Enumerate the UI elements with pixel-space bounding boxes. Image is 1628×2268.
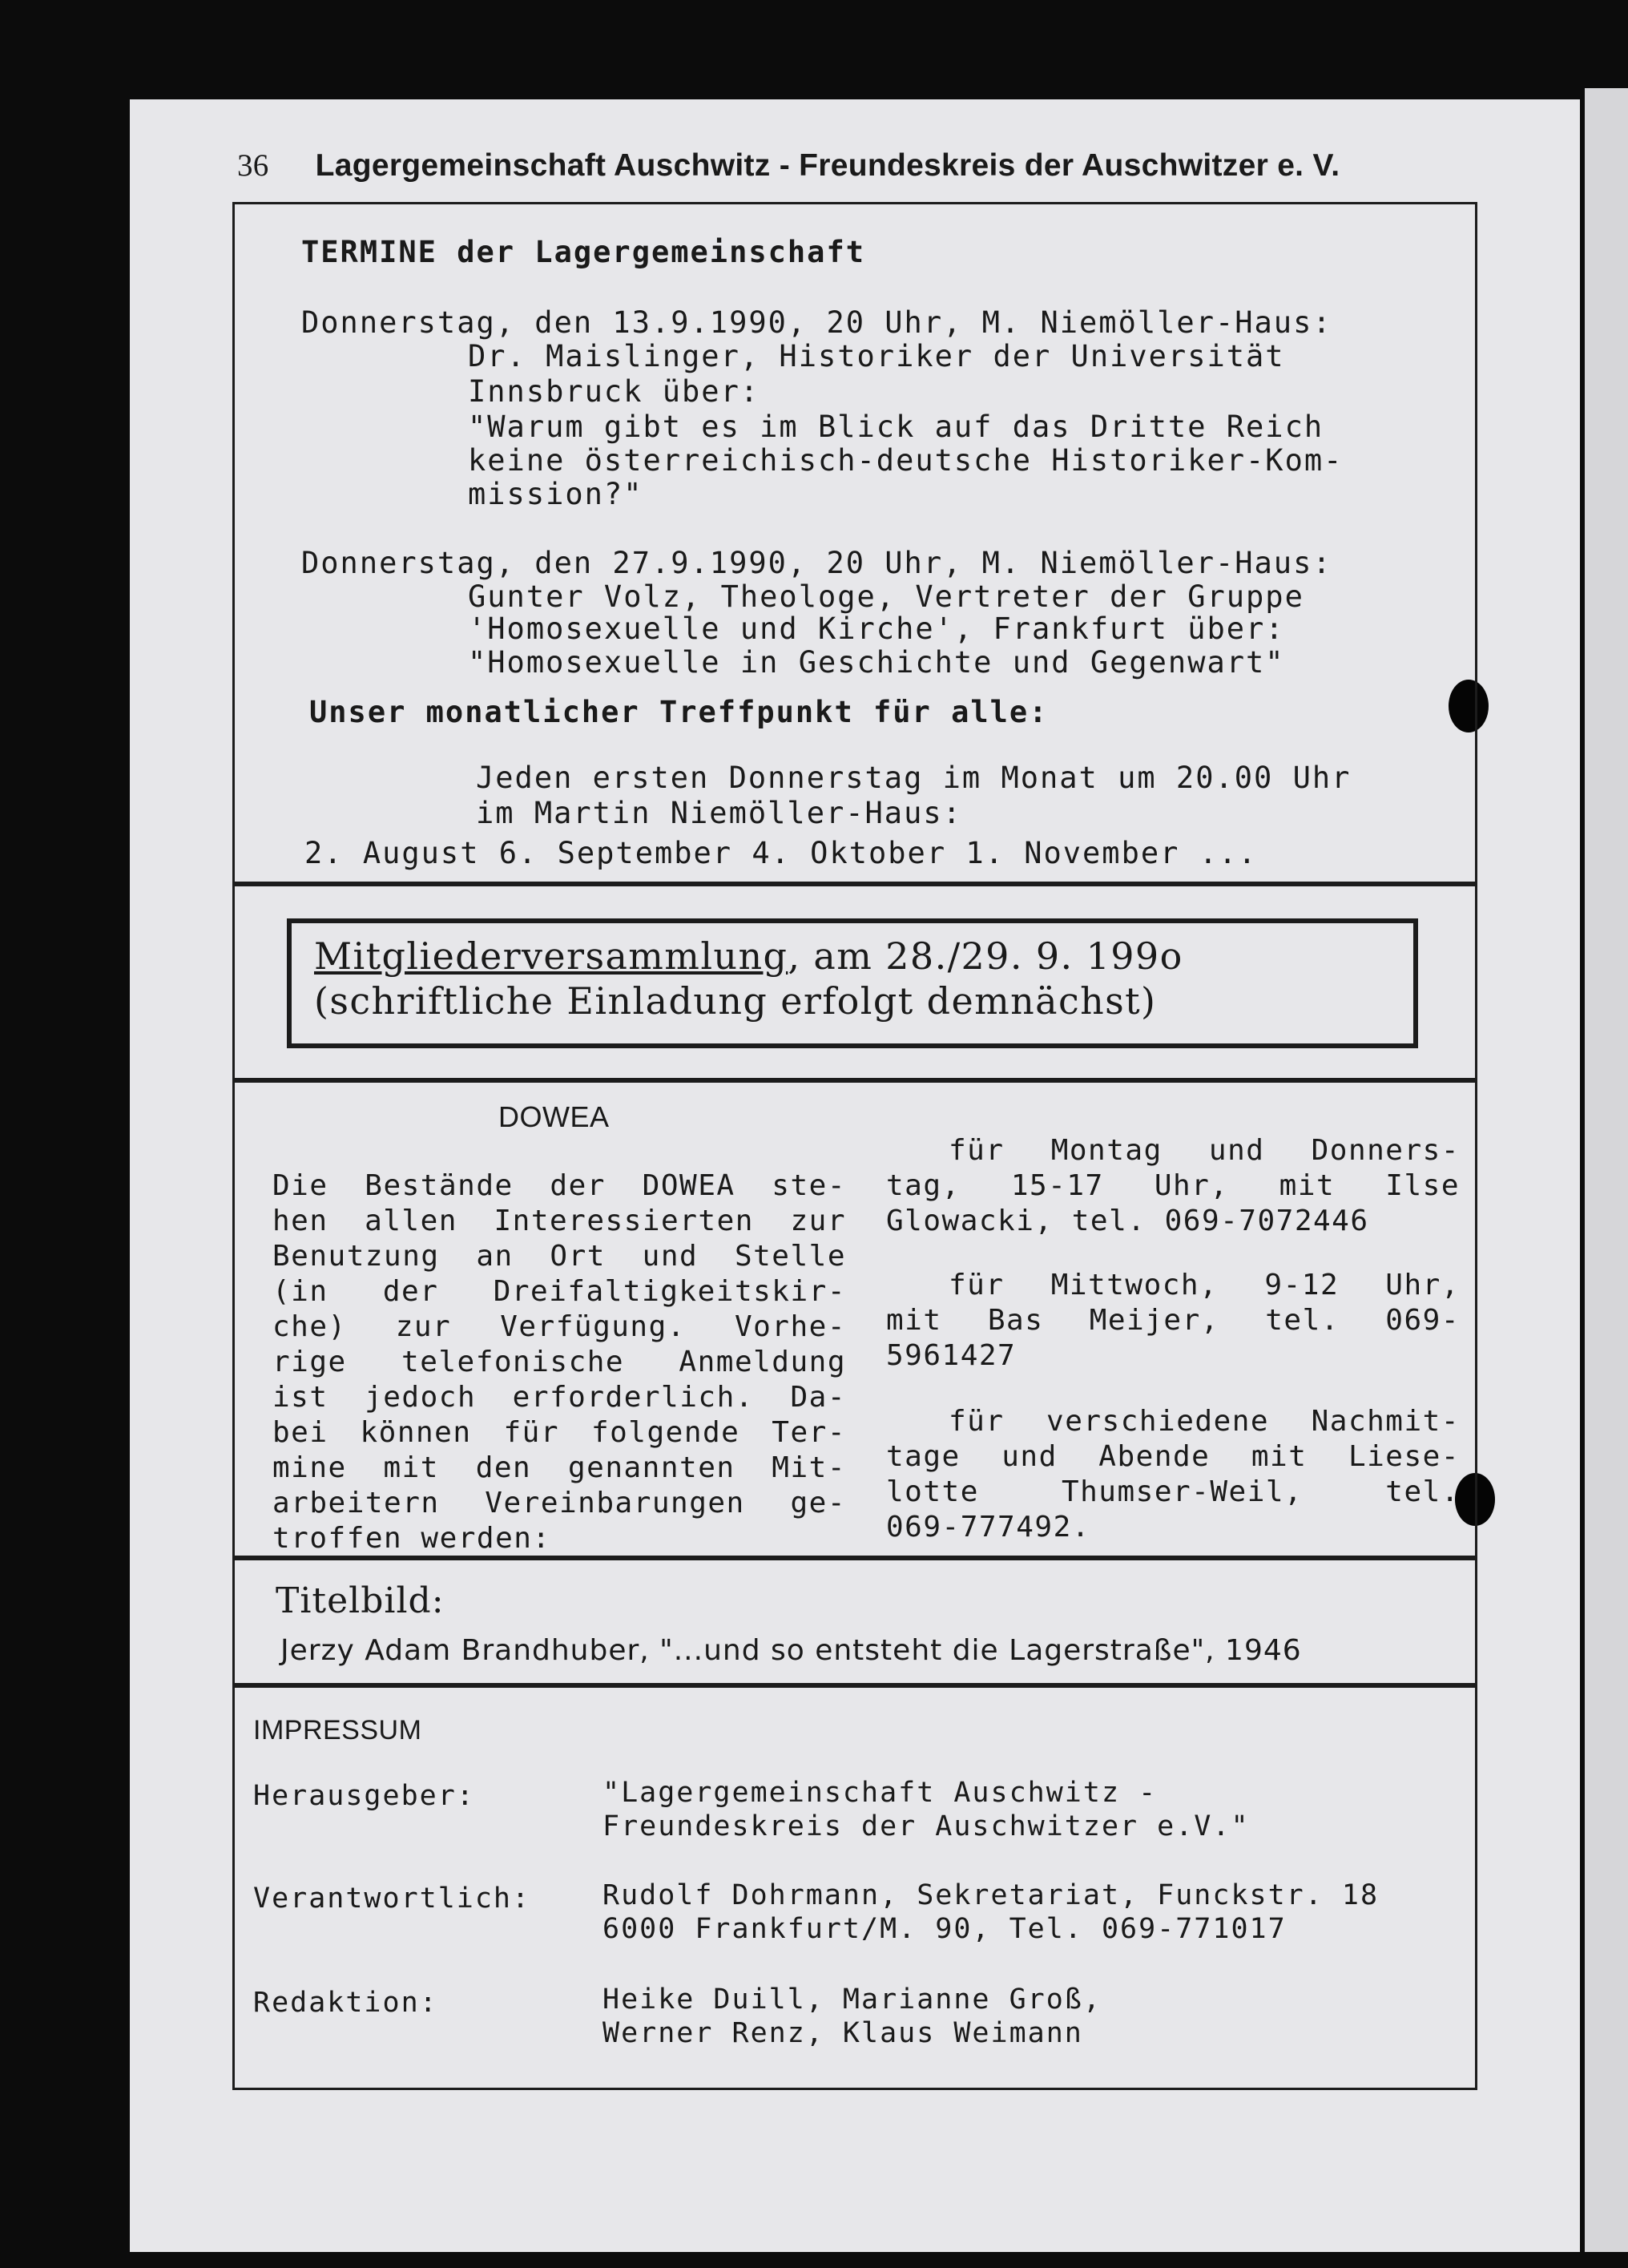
dowea-right-line: Glowacki, tel. 069-7072446 (886, 1205, 1369, 1237)
herausgeber-line: Freundeskreis der Auschwitzer e.V." (602, 1810, 1250, 1842)
dowea-left-line: rige telefonische Anmeldung (272, 1346, 846, 1378)
dowea-right-p3 (886, 1404, 1460, 1545)
verantwortlich-label: Verantwortlich: (253, 1883, 531, 1915)
dowea-right-line: 5961427 (886, 1339, 1017, 1372)
herausgeber-line: "Lagergemeinschaft Auschwitz - (602, 1777, 1158, 1809)
event1-date: Donnerstag, den 13.9.1990, 20 Uhr, M. Niemöller-Haus: (301, 305, 1332, 340)
dowea-left-line: bei können für folgende Ter- (272, 1416, 846, 1449)
dowea-right-line: lotte Thumser-Weil, tel. (886, 1475, 1460, 1508)
verantwortlich-line: 6000 Frankfurt/M. 90, Tel. 069-771017 (602, 1913, 1287, 1945)
titelbild-label: Titelbild: (276, 1580, 445, 1621)
herausgeber-label: Herausgeber: (253, 1780, 475, 1812)
dowea-left-line: mine mit den genannten Mit- (272, 1451, 846, 1484)
dowea-left-line: ist jedoch erforderlich. Da- (272, 1381, 846, 1414)
event1-line: "Warum gibt es im Blick auf das Dritte Reich (468, 410, 1324, 444)
dowea-left-line: (in der Dreifaltigkeitskir- (272, 1275, 846, 1308)
dowea-left-line: troffen werden: (272, 1522, 551, 1555)
dowea-right-line: mit Bas Meijer, tel. 069- (886, 1304, 1460, 1337)
dowea-left-column (272, 1168, 846, 1556)
event1-line: keine österreichisch-deutsche Historiker-Kom- (468, 443, 1344, 478)
dowea-right-p2 (886, 1268, 1460, 1374)
dowea-left-line: che) zur Verfügung. Vorhe- (272, 1310, 846, 1343)
dowea-left-line: Benutzung an Ort und Stelle (272, 1240, 846, 1273)
event1-line: Innsbruck über: (468, 374, 760, 409)
redaktion-label: Redaktion: (253, 1987, 438, 2019)
redaktion-line: Werner Renz, Klaus Weimann (602, 2017, 1083, 2049)
treffpunkt-line: Jeden ersten Donnerstag im Monat um 20.00 Uhr (476, 761, 1352, 795)
verantwortlich-line: Rudolf Dohrmann, Sekretariat, Funckstr. 18 (602, 1879, 1380, 1911)
dowea-left-line: arbeitern Vereinbarungen ge- (272, 1487, 846, 1519)
event2-line: Gunter Volz, Theologe, Vertreter der Gruppe (468, 579, 1304, 614)
running-header (237, 147, 1340, 184)
dowea-right-line: 069-777492. (886, 1511, 1090, 1544)
event2-date: Donnerstag, den 27.9.1990, 20 Uhr, M. Niemöller-Haus: (301, 546, 1332, 580)
termine-title: TERMINE der Lagergemeinschaft (301, 235, 866, 269)
separator-2 (232, 1078, 1477, 1083)
dowea-right-line: tag, 15-17 Uhr, mit Ilse (886, 1169, 1460, 1202)
treffpunkt-title: Unser monatlicher Treffpunkt für alle: (309, 695, 1049, 729)
impressum-title: IMPRESSUM (253, 1715, 422, 1745)
dowea-right-line: für Mittwoch, 9-12 Uhr, (949, 1269, 1460, 1301)
dowea-right-line: für verschiedene Nachmit- (949, 1405, 1460, 1438)
page-number: 36 (237, 148, 269, 183)
event2-line: "Homosexuelle in Geschichte und Gegenwart" (468, 645, 1285, 680)
versammlung-date: , am 28./29. 9. 199o (788, 934, 1183, 978)
monthly-dates: 2. August 6. September 4. Oktober 1. November ... (304, 836, 1258, 870)
versammlung-line-2: (schriftliche Einladung erfolgt demnächst) (314, 979, 1157, 1023)
dowea-title: DOWEA (498, 1100, 610, 1133)
dowea-left-line: Die Bestände der DOWEA ste- (272, 1169, 846, 1202)
versammlung-underlined: Mitgliederversammlung (314, 934, 788, 978)
dowea-right-line: für Montag und Donners- (949, 1134, 1460, 1167)
dowea-right-line: tage und Abende mit Liese- (886, 1440, 1460, 1473)
event2-line: 'Homosexuelle und Kirche', Frankfurt über: (468, 611, 1285, 646)
dowea-right-p1 (886, 1133, 1460, 1239)
redaktion-line: Heike Duill, Marianne Groß, (602, 1983, 1102, 2016)
event1-line: Dr. Maislinger, Historiker der Universität (468, 339, 1285, 373)
separator-1 (232, 882, 1477, 886)
versammlung-line-1 (314, 934, 1183, 978)
next-page-edge (1585, 88, 1628, 2252)
separator-4 (232, 1683, 1477, 1688)
running-head-title: Lagergemeinschaft Auschwitz - Freundeskreis der Auschwitzer e. V. (315, 148, 1340, 183)
titelbild-caption: Jerzy Adam Brandhuber, "...und so entsteht die Lagerstraße", 1946 (280, 1634, 1302, 1667)
dowea-left-line: hen allen Interessierten zur (272, 1205, 846, 1237)
event1-line: mission?" (468, 477, 643, 511)
treffpunkt-line: im Martin Niemöller-Haus: (476, 796, 962, 830)
